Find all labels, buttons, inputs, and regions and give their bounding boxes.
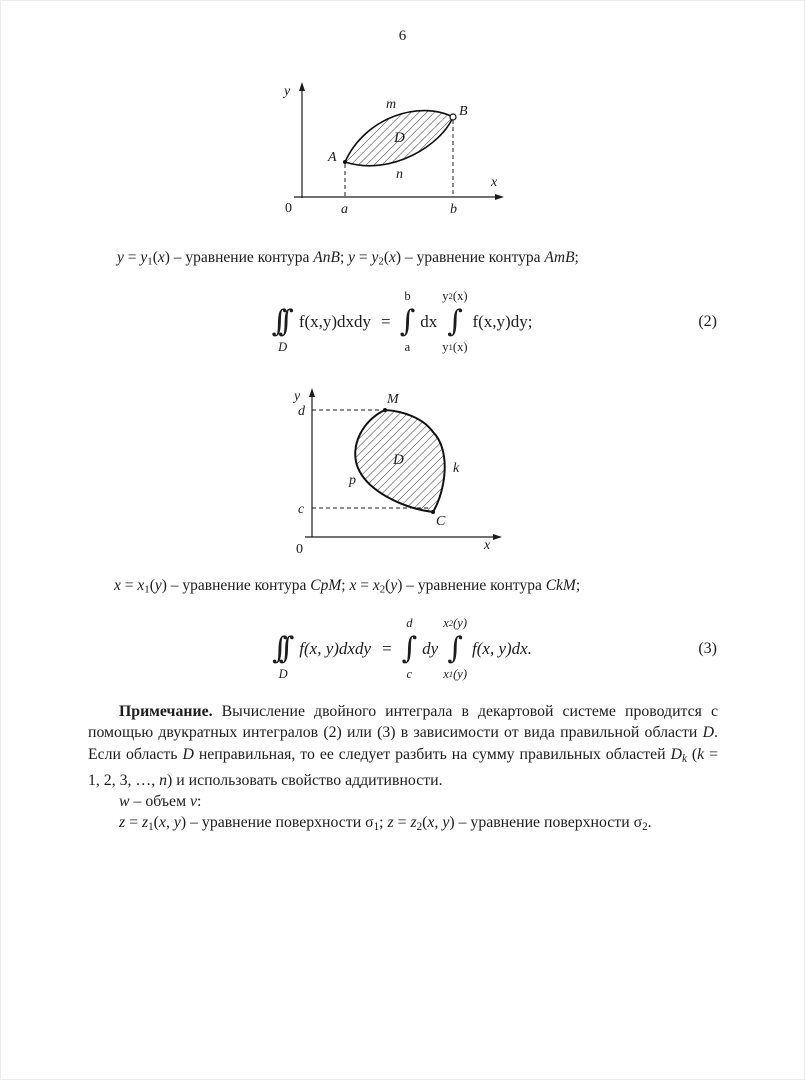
text-segment: CpM bbox=[310, 577, 342, 594]
text-segment: AmB bbox=[544, 249, 575, 266]
eq2-integrand-left: f(x,y)dxdy bbox=[298, 312, 372, 331]
text-segment: . bbox=[647, 814, 652, 832]
text-segment: z bbox=[387, 814, 394, 832]
eq2-inner-integral bbox=[442, 288, 467, 356]
text-segment: ) – уравнение контура bbox=[164, 249, 314, 266]
text-segment: 1 bbox=[448, 342, 453, 353]
double-integral-sign: ∫∫ bbox=[271, 304, 285, 339]
text-segment: ) и использовать свойство аддитивности. bbox=[167, 771, 443, 789]
text-segment: y bbox=[390, 577, 398, 594]
eq2-integrand-right: f(x,y)dy; bbox=[472, 312, 533, 331]
integral-sign: ∫ bbox=[447, 304, 463, 339]
text-segment: x bbox=[158, 814, 166, 832]
equation-3 bbox=[0, 615, 805, 683]
text-segment: ( bbox=[383, 249, 390, 266]
eq3-inner-integral bbox=[443, 615, 467, 683]
text-segment: ) – уравнение контура bbox=[397, 577, 546, 594]
text-segment: y bbox=[442, 814, 450, 832]
eq3-integrand-left: f(x, y)dxdy bbox=[299, 639, 372, 658]
fig2-c-label: c bbox=[298, 502, 305, 517]
outer-lower-limit: a bbox=[404, 340, 411, 355]
fig2-y-axis-arrow bbox=[309, 388, 315, 397]
text-segment: = bbox=[125, 814, 142, 832]
text-segment: (x) bbox=[452, 289, 468, 304]
text-segment: = bbox=[393, 814, 411, 832]
text-segment: w bbox=[119, 792, 130, 810]
text-segment: ( bbox=[152, 249, 158, 266]
text-segment: z bbox=[410, 814, 417, 832]
text-segment: D bbox=[702, 724, 715, 742]
inner-lower-limit bbox=[442, 339, 467, 356]
integration-region-label: D bbox=[278, 667, 288, 682]
eq2-outer-integral bbox=[400, 288, 416, 356]
text-segment: (y) bbox=[453, 667, 468, 682]
fig1-point-b-dot bbox=[450, 114, 456, 120]
volume-line bbox=[88, 791, 718, 812]
text-segment: ; bbox=[379, 814, 388, 832]
text-segment: z bbox=[119, 814, 126, 832]
outer-upper-limit: b bbox=[404, 289, 411, 304]
equation-number: (3) bbox=[698, 640, 717, 657]
text-segment: x bbox=[389, 249, 396, 266]
text-segment: k bbox=[682, 752, 687, 765]
text-segment: x bbox=[372, 577, 380, 594]
text-segment: σ bbox=[633, 814, 643, 832]
text-segment: 2 bbox=[416, 820, 423, 833]
text-segment: ; bbox=[574, 249, 579, 266]
text-segment: ( bbox=[686, 745, 698, 763]
eq2-double-integral bbox=[272, 288, 294, 356]
text-segment: 2 bbox=[379, 583, 386, 596]
equation-2 bbox=[0, 288, 805, 356]
text-segment: y bbox=[173, 814, 181, 832]
fig2-point-m-dot bbox=[383, 408, 387, 412]
text-segment: = 1, 2, 3, …, bbox=[88, 745, 718, 789]
text-segment: 2 bbox=[448, 618, 454, 629]
integration-region-label: D bbox=[278, 340, 288, 355]
text-segment: (y) bbox=[453, 616, 468, 631]
fig1-x-axis-arrow bbox=[495, 194, 504, 200]
fig2-d-label: d bbox=[298, 404, 305, 419]
eq3-outer-integral bbox=[402, 615, 418, 683]
equation-number: (2) bbox=[698, 313, 717, 330]
eq2-outer-differential: dx bbox=[420, 312, 438, 331]
fig2-x-label: x bbox=[484, 538, 491, 553]
text-segment: y bbox=[140, 249, 148, 266]
text-segment: ( bbox=[153, 814, 159, 832]
fig1-origin-label: 0 bbox=[285, 201, 292, 216]
text-segment: Вычисление двойного интеграла в декартовой системе проводится с помощью двукратных интегралов (2) или (3) в зависимости от вида правильной области bbox=[88, 703, 718, 742]
equation-3-body bbox=[270, 615, 535, 683]
fig2-y-label: y bbox=[294, 389, 301, 404]
text-segment: ) – уравнение контура bbox=[395, 249, 545, 266]
text-segment: 1 bbox=[144, 583, 150, 596]
figure-region-d-y bbox=[285, 388, 505, 563]
eq3-integrand-right: f(x, y)dx. bbox=[472, 639, 532, 658]
fig2-point-c-dot bbox=[431, 510, 435, 514]
text-segment: 2 bbox=[378, 255, 384, 268]
fig2-x-axis-arrow bbox=[493, 534, 502, 540]
integral-sign: ∫ bbox=[401, 631, 418, 666]
caption-contours-x bbox=[117, 249, 579, 268]
body-text-block bbox=[88, 701, 718, 838]
text-segment: ) – уравнение поверхности bbox=[180, 814, 366, 832]
text-segment: ( bbox=[422, 814, 428, 832]
figure2-svg bbox=[285, 388, 505, 563]
text-segment: σ bbox=[365, 814, 374, 832]
fig1-x-label: x bbox=[491, 175, 498, 190]
text-segment: Примечание. bbox=[119, 703, 213, 720]
fig1-contour-n-label: n bbox=[396, 167, 403, 182]
fig2-region-d-label: D bbox=[393, 452, 404, 468]
fig1-point-a-dot bbox=[343, 160, 347, 164]
text-segment: (x) bbox=[452, 340, 468, 355]
fig1-contour-m-label: m bbox=[386, 97, 397, 112]
text-segment: D bbox=[670, 745, 682, 763]
text-segment: : bbox=[197, 792, 202, 810]
text-segment: x bbox=[427, 814, 435, 832]
caption-contours-y bbox=[114, 577, 580, 596]
equation-2-body bbox=[270, 288, 536, 356]
fig1-region-d-label: D bbox=[394, 130, 405, 146]
double-integral-sign: ∫∫ bbox=[272, 631, 286, 666]
eq3-double-integral bbox=[272, 615, 294, 683]
text-segment: y bbox=[348, 249, 356, 266]
text-segment: y bbox=[442, 289, 449, 304]
text-segment: x bbox=[157, 249, 165, 266]
inner-upper-limit bbox=[442, 288, 467, 305]
equals-sign: = bbox=[381, 312, 391, 331]
integral-sign: ∫ bbox=[447, 631, 463, 666]
fig2-contour-p-label: p bbox=[349, 473, 356, 488]
text-segment: x bbox=[443, 616, 449, 631]
text-segment: ; bbox=[339, 249, 349, 266]
text-segment: x bbox=[443, 667, 449, 682]
text-segment: CkM bbox=[545, 577, 576, 594]
fig1-a-label: a bbox=[341, 202, 348, 217]
inner-lower-limit bbox=[443, 666, 467, 683]
fig2-origin-label: 0 bbox=[296, 542, 303, 557]
text-segment: 1 bbox=[448, 669, 454, 680]
text-segment: 1 bbox=[373, 820, 380, 833]
text-segment: 2 bbox=[642, 820, 648, 833]
inner-upper-limit bbox=[443, 615, 467, 632]
fig2-point-m-label: M bbox=[387, 392, 399, 407]
text-segment: y bbox=[371, 249, 379, 266]
text-segment: AnB bbox=[313, 249, 340, 266]
text-segment: x bbox=[114, 577, 121, 594]
integral-sign: ∫ bbox=[399, 304, 416, 339]
fig2-contour-k-label: k bbox=[453, 461, 460, 476]
text-segment: = bbox=[356, 577, 373, 594]
text-segment: k bbox=[697, 745, 705, 763]
text-segment: , bbox=[434, 814, 443, 832]
text-segment: 1 bbox=[148, 820, 154, 833]
text-segment: . Если область bbox=[88, 724, 718, 763]
text-segment: ( bbox=[149, 577, 155, 594]
text-segment: = bbox=[355, 249, 372, 266]
text-segment: ( bbox=[385, 577, 391, 594]
text-segment: 2 bbox=[448, 291, 453, 302]
text-segment: = bbox=[120, 577, 138, 594]
note-paragraph bbox=[88, 701, 718, 791]
equals-sign: = bbox=[381, 639, 393, 658]
fig1-b-label: b bbox=[450, 202, 457, 217]
surface-paragraph bbox=[88, 812, 718, 838]
outer-lower-limit: c bbox=[406, 667, 413, 682]
text-segment: – объем bbox=[129, 792, 191, 810]
figure1-svg bbox=[270, 82, 510, 222]
page-number: 6 bbox=[398, 28, 407, 44]
text-segment: ) – уравнение поверхности bbox=[449, 814, 634, 832]
text-segment: n bbox=[159, 771, 167, 789]
text-segment: z bbox=[141, 814, 149, 832]
outer-upper-limit: d bbox=[406, 616, 413, 631]
fig1-y-label: y bbox=[284, 84, 291, 99]
text-segment: ; bbox=[575, 577, 581, 594]
text-segment: D bbox=[182, 745, 194, 763]
text-segment: = bbox=[123, 249, 141, 266]
text-segment: неправильная, то ее следует разбить на сумму правильных областей bbox=[193, 745, 671, 763]
text-segment: y bbox=[442, 340, 449, 355]
text-segment: v bbox=[190, 792, 198, 810]
text-segment: y bbox=[154, 577, 162, 594]
text-segment: y bbox=[117, 249, 124, 266]
eq3-outer-differential: dy bbox=[422, 639, 439, 658]
fig1-point-a-label: A bbox=[328, 150, 337, 165]
text-segment: , bbox=[165, 814, 174, 832]
text-segment: ) – уравнение контура bbox=[161, 577, 311, 594]
fig1-y-axis-arrow bbox=[299, 82, 305, 91]
fig2-point-c-label: C bbox=[436, 514, 446, 529]
text-segment: ; bbox=[341, 577, 350, 594]
figure-region-d-x bbox=[270, 82, 510, 222]
text-segment: 1 bbox=[147, 255, 153, 268]
fig1-point-b-label: B bbox=[459, 104, 468, 119]
text-segment: x bbox=[137, 577, 145, 594]
text-segment: x bbox=[349, 577, 357, 594]
